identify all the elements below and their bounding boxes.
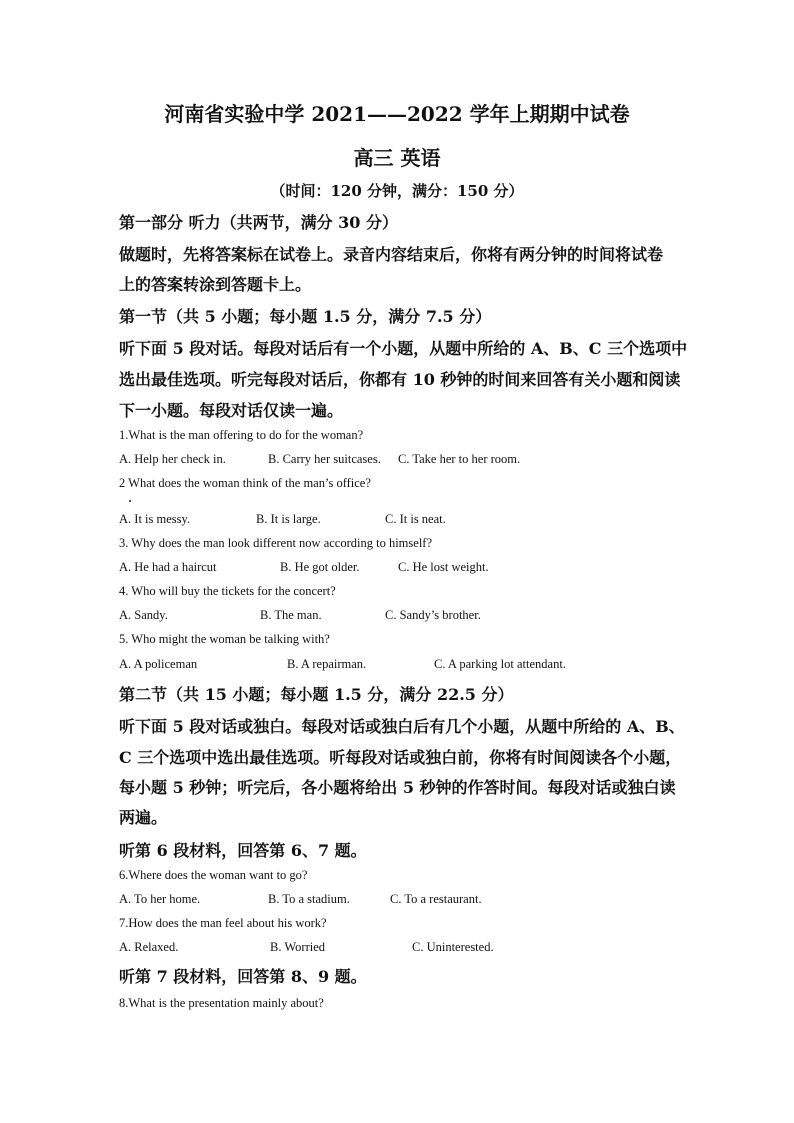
question-stem: 7.How does the man feel about his work?: [119, 916, 327, 930]
question-stem: 3. Why does the man look different now according to himself?: [119, 536, 433, 550]
question-stem: 4. Who will buy the tickets for the concert?: [119, 584, 336, 598]
question-stem: 8.What is the presentation mainly about?: [119, 996, 324, 1010]
option-b: B. To a stadium.: [268, 892, 350, 906]
exam-time-info: （时间：120 分钟，满分：150 分）: [270, 182, 524, 200]
question-stem: 1.What is the man offering to do for the woman?: [119, 428, 364, 442]
section1-instruction-line: 下一小题。每段对话仅读一遍。: [119, 401, 344, 420]
section2-instruction-line: 每小题 5 秒钟；听完后，各小题将给出 5 秒钟的作答时间。每段对话或独白读: [119, 778, 676, 797]
question-stem: 2 What does the woman think of the man’s office?: [119, 476, 371, 490]
exam-subject: 高三 英语: [353, 146, 441, 170]
option-a: A. Relaxed.: [119, 940, 179, 954]
part1-instruction-line: 上的答案转涂到答题卡上。: [119, 275, 312, 294]
option-a: A. To her home.: [119, 892, 201, 906]
section1-instruction-line: 选出最佳选项。听完每段对话后，你都有 10 秒钟的时间来回答有关小题和阅读: [119, 370, 681, 389]
option-a: A. He had a haircut: [119, 560, 217, 574]
option-c: C. It is neat.: [385, 512, 446, 526]
material7-heading: 听第 7 段材料，回答第 8、9 题。: [119, 967, 367, 986]
option-a: A. A policeman: [119, 657, 198, 671]
part1-instruction-line: 做题时，先将答案标在试卷上。录音内容结束后，你将有两分钟的时间将试卷: [119, 245, 664, 264]
section2-instruction-line: C 三个选项中选出最佳选项。听每段对话或独白前，你将有时间阅读各个小题，: [119, 748, 682, 767]
section2-instruction-line: 听下面 5 段对话或独白。每段对话或独白后有几个小题，从题中所给的 A、B、: [119, 717, 685, 736]
section2-heading: 第二节（共 15 小题；每小题 1.5 分，满分 22.5 分）: [119, 685, 514, 704]
option-c: C. Uninterested.: [412, 940, 494, 954]
option-b: B. The man.: [260, 608, 322, 622]
part1-heading: 第一部分 听力（共两节，满分 30 分）: [119, 213, 398, 232]
exam-title: 河南省实验中学 2021——2022 学年上期期中试卷: [164, 102, 630, 126]
option-b: B. A repairman.: [287, 657, 367, 671]
material6-heading: 听第 6 段材料，回答第 6、7 题。: [119, 841, 367, 860]
option-b: B. Worried: [270, 940, 326, 954]
option-a: A. Sandy.: [119, 608, 168, 622]
option-a: A. Help her check in.: [119, 452, 226, 466]
option-c: C. Sandy’s brother.: [385, 608, 481, 622]
option-b: B. Carry her suitcases.: [268, 452, 381, 466]
option-b: B. He got older.: [280, 560, 360, 574]
option-c: C. He lost weight.: [398, 560, 489, 574]
section1-heading: 第一节（共 5 小题；每小题 1.5 分，满分 7.5 分）: [119, 307, 492, 326]
option-c: C. Take her to her room.: [398, 452, 521, 466]
question-stem: 6.Where does the woman want to go?: [119, 868, 308, 882]
option-c: C. A parking lot attendant.: [434, 657, 566, 671]
section2-instruction-line: 两遍。: [119, 808, 168, 827]
option-b: B. It is large.: [256, 512, 321, 526]
stray-dot: [129, 500, 131, 502]
section1-instruction-line: 听下面 5 段对话。每段对话后有一个小题，从题中所给的 A、B、C 三个选项中: [119, 339, 688, 358]
option-c: C. To a restaurant.: [390, 892, 482, 906]
option-a: A. It is messy.: [119, 512, 191, 526]
question-stem: 5. Who might the woman be talking with?: [119, 632, 330, 646]
